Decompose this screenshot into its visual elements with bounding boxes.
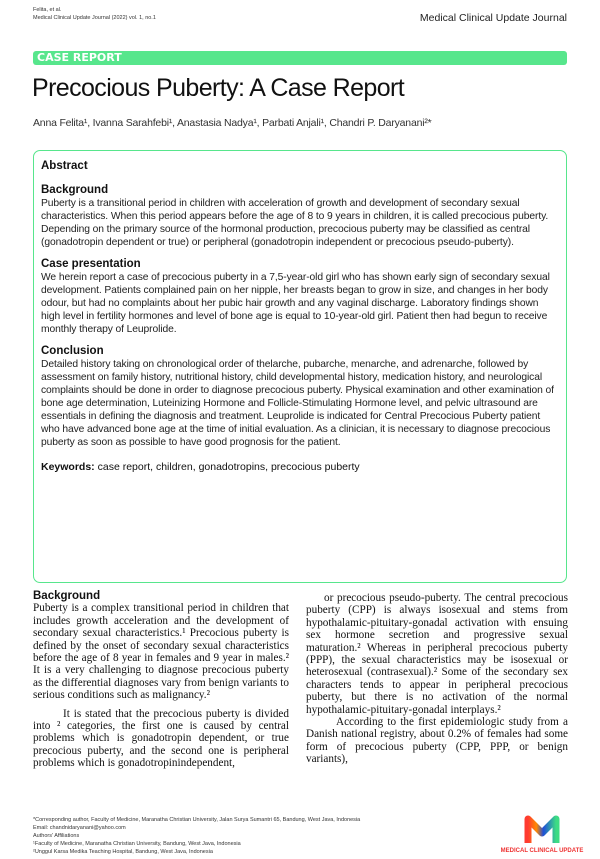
footnotes — [33, 816, 360, 856]
body-heading: Background — [33, 590, 101, 602]
body-paragraph: It is stated that the precocious puberty is divided into ² categories, the first one is caused by central problems which is gonadotropin dependent, or true precocious puberty, and the second one is peripheral problems which is gonadotropinindependent, — [33, 707, 289, 770]
body-column-left — [33, 590, 289, 770]
article-title: Precocious Puberty: A Case Report — [32, 74, 405, 102]
citation: Medical Clinical Update Journal (2022) vol. 1, no.1 — [33, 15, 156, 21]
affiliations-heading: Authors' Affiliations — [33, 833, 80, 839]
affiliation: ²Unggul Karsa Medika Teaching Hospital, Bandung, West Java, Indonesia — [33, 849, 213, 855]
body-paragraph: Puberty is a complex transitional period in children that includes growth acceleration and the development of secondary sexual characteristics.¹ Precocious puberty is defined by the onset of secondary sexual characteristics before the age of 8 year in females and 9 year in males.² It is a very challenging to diagnose precocious puberty as the differential diagnoses vary from benign variants to serious conditions such as malignancy.² — [33, 602, 289, 702]
article-type-badge: CASE REPORT — [33, 51, 567, 65]
keywords-list: case report, children, gonadotropins, precocious puberty — [94, 461, 360, 473]
body-paragraph: or precocious pseudo-puberty. The central precocious puberty (CPP) is always isosexual and stems from hypothalamic-pituitary-gonadal activation with ensuing sex hormone secretion and progressive sexual maturation.² Whereas in peripheral precocious puberty (PPP), the sexual characteristics may be isosexual or heterosexual (contrasexual).² Some of the secondary sex characters tends to appear in peripheral precocious puberty, but there is no activation of the normal hypothalamic-pituitary-gonadal interplays.² — [306, 592, 568, 716]
keywords-label: Keywords: — [41, 461, 95, 473]
abstract-background: Puberty is a transitional period in children with acceleration of growth and development of secondary sexual characteristics. When this period appears before the age of 8 to 9 years in children, it is called precocious puberty. Depending on the primary source of the hormonal production, precocious puberty may be classified as central (gonadotropin dependent or true) or peripheral (gonadotropin independent or precocious pseudo-puberty). — [41, 198, 549, 248]
running-header — [33, 6, 156, 22]
journal-name: Medical Clinical Update Journal — [419, 12, 567, 24]
conclusion-subheading: Conclusion — [41, 345, 104, 357]
short-author: Felita, et al. — [33, 7, 62, 13]
abstract-heading: Abstract — [41, 160, 88, 172]
case-subheading: Case presentation — [41, 258, 141, 270]
body-column-right — [306, 592, 568, 766]
journal-logo-icon — [524, 814, 560, 846]
abstract-box — [33, 150, 567, 583]
author-list: Anna Felita¹, Ivanna Sarahfebi¹, Anastasia Nadya¹, Parbati Anjali¹, Chandri P. Daryanani²* — [33, 117, 432, 129]
background-subheading: Background — [41, 184, 109, 196]
logo-text: MEDICAL CLINICAL UPDATE — [500, 848, 584, 854]
abstract-case: We herein report a case of precocious puberty in a 7,5-year-old girl who has shown early sign of secondary sexual development. Patients complained pain on her nipple, her breasts began to grow in size, and changes in her body odour, but had no complaints about her pubic hair growth and any vaginal discharge. Laboratory findings shown high level in fertility hormones and level of bone age is equal to 10-year-old girl. Patient then had begun to receive monthly therapy of Leuprolide. — [41, 272, 550, 335]
affiliation: ¹Faculty of Medicine, Maranatha Christian University, Bandung, West Java, Indonesia — [33, 841, 241, 847]
email: Email: chandnidaryanani@yahoo.com — [33, 825, 126, 831]
corresponding-author: *Corresponding author, Faculty of Medicine, Maranatha Christian University, Jalan Surya Sumantri 65, Bandung, West Java, Indonesia — [33, 817, 361, 823]
abstract-conclusion: Detailed history taking on chronological order of thelarche, pubarche, menarche, and adrenarche, followed by assessment on family history, nutritional history, child developmental history, medication history, and neurological complaints should be done in order to diagnose precocious puberty. Physical examination and other examination of bone age determination, Luteinizing Hormone and Follicle-Stimulating Hormone level, and pelvic ultrasound are essentials in defining the diagnosis and treatment. Leuprolide is indicated for Central Precocious Puberty patient who have advanced bone age at the time of initial evaluation. As a clinician, it is necessary to diagnose precocious puberty as soon as possible to have good prognosis for the patient. — [41, 359, 554, 448]
keywords — [41, 461, 559, 473]
body-paragraph: According to the first epidemiologic study from a Danish national registry, about 0.2% of females had some form of precocious puberty (CPP, PPP, or benign variants), — [306, 716, 568, 766]
